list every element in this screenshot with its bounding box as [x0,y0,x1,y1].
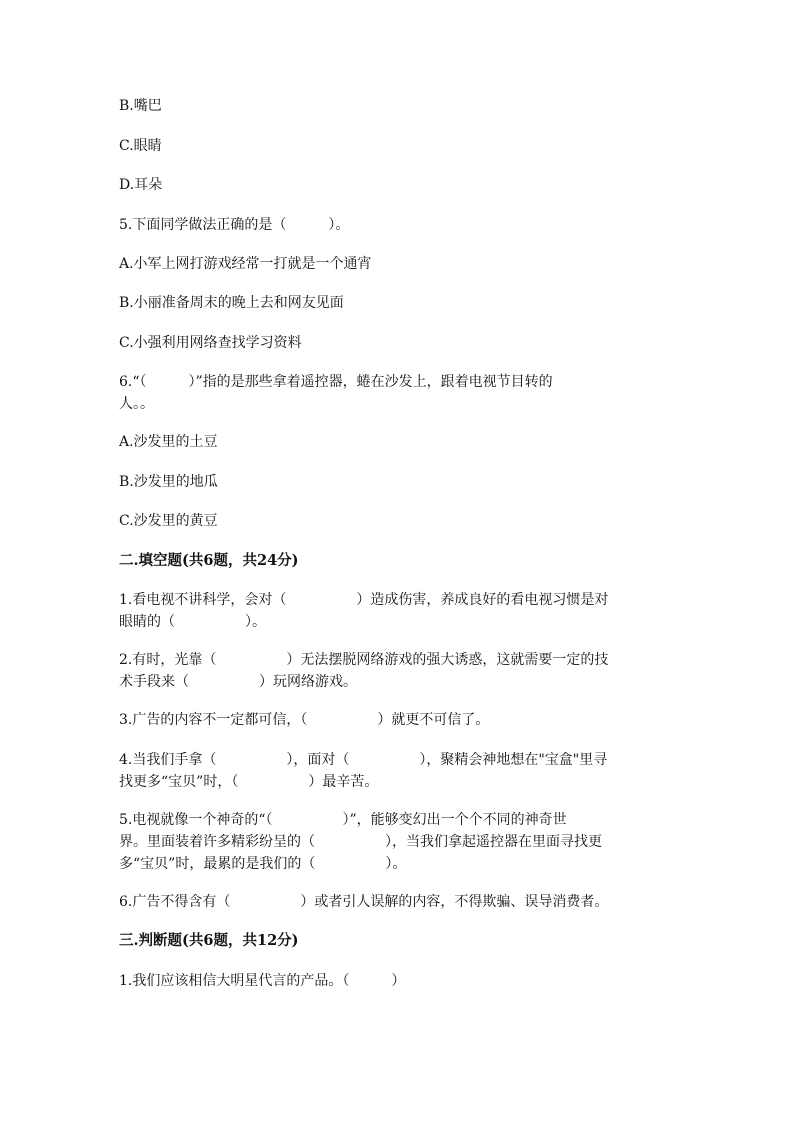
fill-question-5-line3: 多“宝贝”时，最累的是我们的（ ）。 [119,856,407,872]
judge-question-1: 1.我们应该相信大明星代言的产品。（ ） [119,973,406,989]
section-heading-true-false: 三.判断题(共6题，共12分) [119,932,299,949]
option-b: B.小丽准备周末的晚上去和网友见面 [119,295,344,311]
option-c: C.小强利用网络查找学习资料 [119,335,302,351]
fill-question-4-line2: 找更多“宝贝”时，（ ）最辛苦。 [119,774,379,790]
option-5d: D.耳朵 [119,177,163,193]
question-6-line1: 6.“（ ）”指的是那些拿着遥控器，蜷在沙发上，跟着电视节目转的 [119,374,553,390]
option-5b: B.嘴巴 [119,98,162,114]
option-5c: C.眼睛 [119,138,162,154]
fill-question-2-line1: 2.有时，光靠（ ）无法摆脱网络游戏的强大诱惑，这就需要一定的技 [119,652,609,668]
fill-question-6: 6.广告不得含有（ ）或者引人误解的内容，不得欺骗、误导消费者。 [119,894,609,910]
fill-question-4-line1: 4.当我们手拿（ ），面对（ ），聚精会神地想在"宝盒"里寻 [119,752,608,768]
fill-question-5-line1: 5.电视就像一个神奇的“（ ）”，能够变幻出一个个不同的神奇世 [119,812,567,828]
question-5: 5.下面同学做法正确的是（ ）。 [119,217,350,233]
fill-question-5-line2: 界。里面装着许多精彩纷呈的（ ），当我们拿起遥控器在里面寻找更 [119,834,602,850]
fill-question-1-line2: 眼睛的（ ）。 [119,614,266,630]
option-b: B.沙发里的地瓜 [119,474,218,490]
option-a: A.小军上网打游戏经常一打就是一个通宵 [119,256,372,272]
question-6-line2: 人。。 [119,396,154,412]
fill-question-3: 3.广告的内容不一定都可信，（ ）就更不可信了。 [119,712,490,728]
option-a: A.沙发里的土豆 [119,434,218,450]
option-c: C.沙发里的黄豆 [119,513,218,529]
fill-question-1-line1: 1.看电视不讲科学，会对（ ）造成伤害，养成良好的看电视习惯是对 [119,592,609,608]
section-heading-fill-in: 二.填空题(共6题，共24分) [119,552,299,569]
fill-question-2-line2: 术手段来（ ）玩网络游戏。 [119,674,357,690]
